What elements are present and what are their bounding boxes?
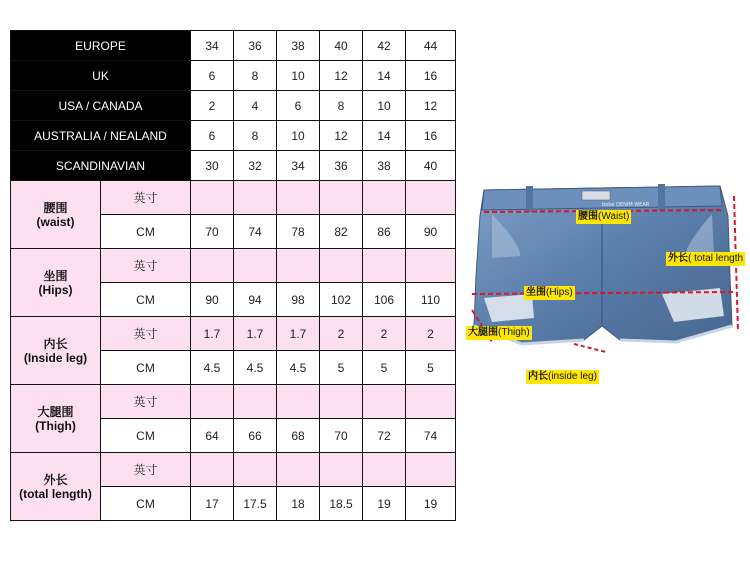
size-value-cell: 10 bbox=[363, 91, 406, 121]
size-value-cell: 32 bbox=[234, 151, 277, 181]
unit-inch-label: 英寸 bbox=[101, 249, 191, 283]
size-value-cell: 40 bbox=[320, 31, 363, 61]
unit-inch-label: 英寸 bbox=[101, 453, 191, 487]
size-standard-row bbox=[11, 31, 456, 61]
unit-cm-label: CM bbox=[101, 351, 191, 385]
denim-shorts-drawing bbox=[462, 176, 750, 396]
inch-value-cell bbox=[277, 181, 320, 215]
size-standard-label: SCANDINAVIAN bbox=[11, 151, 191, 181]
cm-value-cell: 17.5 bbox=[234, 487, 277, 521]
cm-value-cell: 19 bbox=[363, 487, 406, 521]
size-value-cell: 6 bbox=[191, 61, 234, 91]
cm-value-cell: 90 bbox=[406, 215, 456, 249]
inch-value-cell bbox=[191, 249, 234, 283]
size-value-cell: 6 bbox=[191, 121, 234, 151]
size-standard-label: AUSTRALIA / NEALAND bbox=[11, 121, 191, 151]
size-value-cell: 34 bbox=[191, 31, 234, 61]
cm-value-cell: 68 bbox=[277, 419, 320, 453]
inch-value-cell bbox=[406, 249, 456, 283]
hips-annotation: 坐围(Hips) bbox=[526, 287, 573, 298]
cm-value-cell: 72 bbox=[363, 419, 406, 453]
size-standard-row bbox=[11, 151, 456, 181]
cm-value-cell: 82 bbox=[320, 215, 363, 249]
measurement-inch-row bbox=[11, 317, 456, 351]
inch-value-cell: 2 bbox=[406, 317, 456, 351]
size-value-cell: 40 bbox=[406, 151, 456, 181]
size-value-cell: 12 bbox=[320, 121, 363, 151]
size-value-cell: 10 bbox=[277, 61, 320, 91]
inch-value-cell bbox=[277, 385, 320, 419]
inch-value-cell bbox=[234, 385, 277, 419]
inch-value-cell bbox=[363, 181, 406, 215]
measurement-label-en: (Inside leg) bbox=[23, 350, 88, 365]
size-value-cell: 8 bbox=[320, 91, 363, 121]
unit-inch-label: 英寸 bbox=[101, 317, 191, 351]
cm-value-cell: 98 bbox=[277, 283, 320, 317]
measurement-inch-row bbox=[11, 453, 456, 487]
measurement-label-cn: 腰围 bbox=[43, 200, 68, 215]
cm-value-cell: 78 bbox=[277, 215, 320, 249]
size-standard-label: USA / CANADA bbox=[11, 91, 191, 121]
inch-value-cell bbox=[191, 453, 234, 487]
cm-value-cell: 90 bbox=[191, 283, 234, 317]
cm-value-cell: 86 bbox=[363, 215, 406, 249]
cm-value-cell: 106 bbox=[363, 283, 406, 317]
inside-leg-annotation: 内长(inside leg) bbox=[528, 371, 597, 382]
size-value-cell: 38 bbox=[277, 31, 320, 61]
cm-value-cell: 66 bbox=[234, 419, 277, 453]
cm-value-cell: 74 bbox=[234, 215, 277, 249]
cm-value-cell: 18.5 bbox=[320, 487, 363, 521]
inch-value-cell: 2 bbox=[363, 317, 406, 351]
measurement-label bbox=[11, 249, 101, 317]
inch-value-cell bbox=[363, 453, 406, 487]
cm-value-cell: 4.5 bbox=[191, 351, 234, 385]
size-standard-row bbox=[11, 61, 456, 91]
cm-value-cell: 4.5 bbox=[277, 351, 320, 385]
size-value-cell: 6 bbox=[277, 91, 320, 121]
total-length-annotation: 外长( total length bbox=[668, 253, 744, 264]
inch-value-cell bbox=[191, 385, 234, 419]
cm-value-cell: 19 bbox=[406, 487, 456, 521]
inch-value-cell bbox=[234, 249, 277, 283]
size-value-cell: 8 bbox=[234, 121, 277, 151]
measurement-label-cn: 大腿围 bbox=[37, 404, 74, 419]
size-value-cell: 16 bbox=[406, 121, 456, 151]
size-standard-row bbox=[11, 121, 456, 151]
inch-value-cell bbox=[363, 385, 406, 419]
shorts-illustration bbox=[462, 176, 750, 396]
inch-value-cell bbox=[277, 453, 320, 487]
size-value-cell: 16 bbox=[406, 61, 456, 91]
cm-value-cell: 94 bbox=[234, 283, 277, 317]
inch-value-cell bbox=[320, 249, 363, 283]
cm-value-cell: 74 bbox=[406, 419, 456, 453]
brand-text: bebe DENIM WEAR bbox=[602, 202, 650, 208]
cm-value-cell: 110 bbox=[406, 283, 456, 317]
thigh-annotation: 大腿围(Thigh) bbox=[468, 327, 530, 338]
size-value-cell: 12 bbox=[320, 61, 363, 91]
measurement-label-cn: 外长 bbox=[43, 472, 68, 487]
size-value-cell: 8 bbox=[234, 61, 277, 91]
cm-value-cell: 4.5 bbox=[234, 351, 277, 385]
cm-value-cell: 102 bbox=[320, 283, 363, 317]
inch-value-cell bbox=[406, 453, 456, 487]
size-value-cell: 42 bbox=[363, 31, 406, 61]
measurement-label-en: (waist) bbox=[36, 214, 75, 229]
size-value-cell: 12 bbox=[406, 91, 456, 121]
inch-value-cell bbox=[320, 385, 363, 419]
size-value-cell: 14 bbox=[363, 121, 406, 151]
inch-value-cell bbox=[277, 249, 320, 283]
unit-inch-label: 英寸 bbox=[101, 181, 191, 215]
unit-cm-label: CM bbox=[101, 419, 191, 453]
inch-value-cell: 2 bbox=[320, 317, 363, 351]
size-value-cell: 38 bbox=[363, 151, 406, 181]
cm-value-cell: 5 bbox=[406, 351, 456, 385]
inch-value-cell bbox=[320, 181, 363, 215]
inch-value-cell bbox=[234, 181, 277, 215]
measurement-inch-row bbox=[11, 249, 456, 283]
measurement-label-en: (total length) bbox=[19, 486, 92, 501]
cm-value-cell: 18 bbox=[277, 487, 320, 521]
inch-value-cell bbox=[406, 181, 456, 215]
measurement-label bbox=[11, 317, 101, 385]
measurement-label bbox=[11, 385, 101, 453]
cm-value-cell: 5 bbox=[363, 351, 406, 385]
size-value-cell: 30 bbox=[191, 151, 234, 181]
cm-value-cell: 64 bbox=[191, 419, 234, 453]
size-standard-label: UK bbox=[11, 61, 191, 91]
inch-value-cell bbox=[406, 385, 456, 419]
inch-value-cell bbox=[234, 453, 277, 487]
size-value-cell: 10 bbox=[277, 121, 320, 151]
size-value-cell: 36 bbox=[234, 31, 277, 61]
measurement-label-cn: 内长 bbox=[43, 336, 68, 351]
size-standard-label: EUROPE bbox=[11, 31, 191, 61]
inch-value-cell: 1.7 bbox=[234, 317, 277, 351]
size-value-cell: 14 bbox=[363, 61, 406, 91]
measurement-label-en: (Thigh) bbox=[35, 418, 76, 433]
unit-cm-label: CM bbox=[101, 283, 191, 317]
waist-annotation: 腰围(Waist) bbox=[578, 211, 630, 222]
measurement-label-cn: 坐围 bbox=[43, 268, 68, 283]
size-value-cell: 44 bbox=[406, 31, 456, 61]
cm-value-cell: 17 bbox=[191, 487, 234, 521]
inch-value-cell: 1.7 bbox=[191, 317, 234, 351]
cm-value-cell: 70 bbox=[191, 215, 234, 249]
inch-value-cell: 1.7 bbox=[277, 317, 320, 351]
size-chart-table bbox=[10, 30, 456, 521]
unit-cm-label: CM bbox=[101, 215, 191, 249]
size-value-cell: 36 bbox=[320, 151, 363, 181]
measurement-inch-row bbox=[11, 385, 456, 419]
inch-value-cell bbox=[191, 181, 234, 215]
size-value-cell: 34 bbox=[277, 151, 320, 181]
size-value-cell: 4 bbox=[234, 91, 277, 121]
unit-cm-label: CM bbox=[101, 487, 191, 521]
inch-value-cell bbox=[363, 249, 406, 283]
unit-inch-label: 英寸 bbox=[101, 385, 191, 419]
measurement-label bbox=[11, 181, 101, 249]
measurement-label-en: (Hips) bbox=[38, 282, 73, 297]
cm-value-cell: 70 bbox=[320, 419, 363, 453]
size-value-cell: 2 bbox=[191, 91, 234, 121]
measurement-label bbox=[11, 453, 101, 521]
cm-value-cell: 5 bbox=[320, 351, 363, 385]
inch-value-cell bbox=[320, 453, 363, 487]
size-standard-row bbox=[11, 91, 456, 121]
measurement-inch-row bbox=[11, 181, 456, 215]
